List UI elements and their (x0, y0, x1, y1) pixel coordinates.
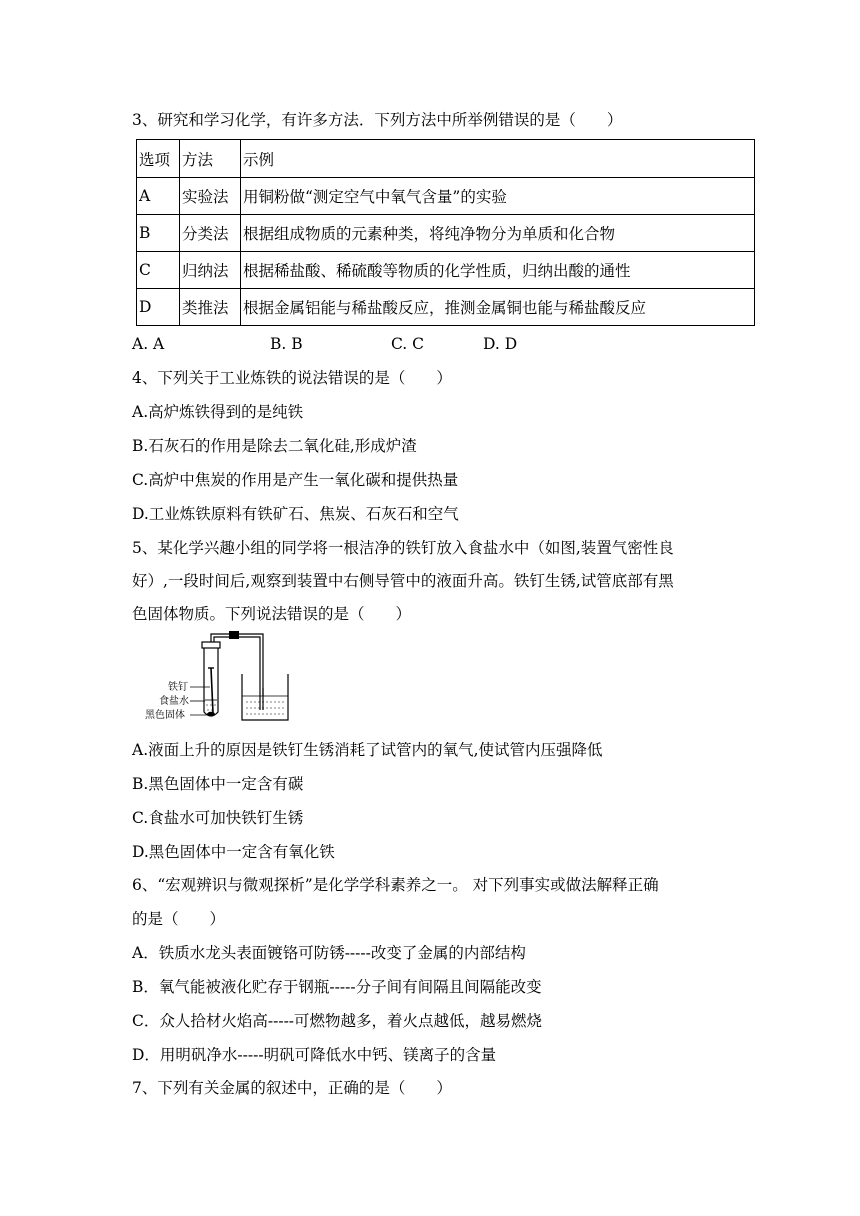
q3-stem: 3、研究和学习化学，有许多方法．下列方法中所举例错误的是（ ） (132, 111, 623, 129)
option-d: D. D (483, 335, 518, 353)
q3-options (132, 334, 517, 354)
q5-stem-line-3: 色固体物质。下列说法错误的是（ ） (132, 605, 412, 623)
q7-stem: 7、下列有关金属的叙述中，正确的是（ ） (132, 1079, 452, 1097)
table-cell: B (137, 215, 180, 252)
table-cell: 根据组成物质的元素种类，将纯净物分为单质和化合物 (241, 215, 755, 252)
header-cell: 选项 (137, 140, 180, 178)
table-header-row (137, 140, 755, 178)
table-row (137, 252, 755, 289)
table-cell: 类推法 (180, 289, 241, 326)
option-a: A. A (132, 335, 165, 353)
table-cell: 归纳法 (180, 252, 241, 289)
table-cell: A (137, 178, 180, 215)
apparatus-figure (130, 628, 310, 728)
table-cell: 分类法 (180, 215, 241, 252)
q4-option-b: B.石灰石的作用是除去二氧化硅,形成炉渣 (132, 437, 417, 455)
table-row (137, 178, 755, 215)
table-row (137, 215, 755, 252)
label-black-solid: 黑色固体 (145, 710, 185, 721)
table-cell: 根据金属铝能与稀盐酸反应，推测金属铜也能与稀盐酸反应 (241, 289, 755, 326)
q6-option-d: D．用明矾净水-----明矾可降低水中钙、镁离子的含量 (132, 1046, 497, 1064)
q4-stem: 4、下列关于工业炼铁的说法错误的是（ ） (132, 369, 452, 387)
header-cell: 方法 (180, 140, 241, 178)
option-c: C. C (391, 335, 425, 353)
q6-stem-line-1: 6、“宏观辨识与微观探析”是化学学科素养之一。 对下列事实或做法解释正确 (132, 876, 659, 894)
q5-stem-line-1: 5、某化学兴趣小组的同学将一根洁净的铁钉放入食盐水中（如图,装置气密性良 (132, 539, 674, 557)
q4-option-c: C.高炉中焦炭的作用是产生一氧化碳和提供热量 (132, 471, 459, 489)
label-salt-water: 食盐水 (159, 696, 189, 707)
table-cell: C (137, 252, 180, 289)
table-row (137, 289, 755, 326)
q5-option-a: A.液面上升的原因是铁钉生锈消耗了试管内的氧气,使试管内压强降低 (132, 741, 603, 759)
figure-labels (145, 680, 210, 721)
test-tube (202, 642, 220, 716)
header-cell: 示例 (241, 140, 755, 178)
option-b: B. B (270, 335, 303, 353)
table-cell: D (137, 289, 180, 326)
q5-option-c: C.食盐水可加快铁钉生锈 (132, 809, 304, 827)
beaker (242, 674, 288, 720)
q6-option-a: A．铁质水龙头表面镀铬可防锈-----改变了金属的内部结构 (132, 944, 526, 962)
q4-option-d: D.工业炼铁原料有铁矿石、焦炭、石灰石和空气 (132, 505, 459, 523)
q5-option-d: D.黑色固体中一定含有氧化铁 (132, 843, 335, 861)
q6-option-b: B．氧气能被液化贮存于钢瓶-----分子间有间隔且间隔能改变 (132, 978, 542, 996)
table-cell: 根据稀盐酸、稀硫酸等物质的化学性质，归纳出酸的通性 (241, 252, 755, 289)
q5-option-b: B.黑色固体中一定含有碳 (132, 775, 304, 793)
q5-stem-line-2: 好）,一段时间后,观察到装置中右侧导管中的液面升高。铁钉生锈,试管底部有黑 (132, 572, 674, 590)
table-cell: 实验法 (180, 178, 241, 215)
q6-option-c: C．众人拾材火焰高-----可燃物越多，着火点越低，越易燃烧 (132, 1012, 543, 1030)
table-cell: 用铜粉做“测定空气中氧气含量”的实验 (241, 178, 755, 215)
q6-stem-line-2: 的是（ ） (132, 910, 226, 928)
q3-table (136, 139, 755, 326)
label-nail: 铁钉 (168, 682, 188, 693)
q4-option-a: A.高炉炼铁得到的是纯铁 (132, 403, 304, 421)
